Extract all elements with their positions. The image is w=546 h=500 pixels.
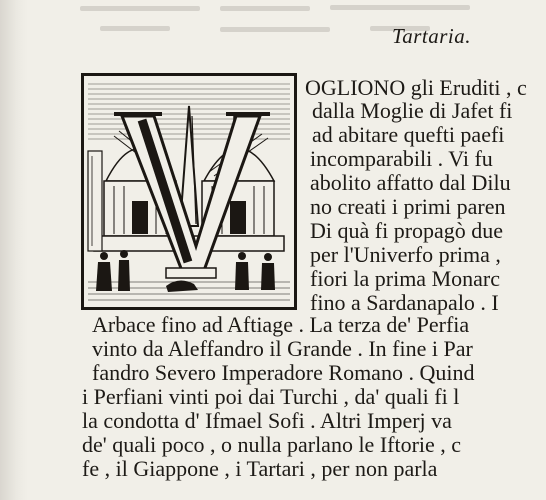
show-through-text bbox=[70, 0, 546, 40]
text-line: fiori la prima Monarc bbox=[310, 266, 500, 291]
text-line: de' quali poco , o nulla parlano le Iftorie , c bbox=[82, 432, 462, 457]
text-line: fe , il Giappone , i Tartari , per non parla bbox=[82, 456, 438, 481]
text-line: fino a Sardanapalo . I bbox=[310, 290, 499, 315]
text-line: dalla Moglie di Jafet fi bbox=[312, 98, 513, 123]
text-line: abolito affatto dal Dilu bbox=[310, 170, 511, 195]
woodcut-illustration bbox=[84, 76, 294, 307]
text-line: no creati i primi paren bbox=[310, 194, 506, 219]
text-line: la condotta d' Ifmael Sofi . Altri Imperj va bbox=[82, 408, 452, 433]
running-header: Tartaria. bbox=[392, 24, 472, 48]
page-gutter bbox=[0, 0, 28, 500]
text-line: vinto da Aleffandro il Grande . In fine i Par bbox=[92, 336, 473, 361]
text-line: per l'Univerfo prima , bbox=[310, 242, 501, 267]
text-line: incomparabili . Vi fu bbox=[310, 146, 493, 171]
text-line: OGLIONO gli Eruditi , c bbox=[305, 75, 527, 100]
text-line: ad abitare quefti paefi bbox=[312, 122, 505, 147]
text-line: i Perfiani vinti poi dai Turchi , da' quali fi l bbox=[82, 384, 460, 409]
text-line: Arbace fino ad Aftiage . La terza de' Perfia bbox=[92, 312, 470, 337]
text-line: fandro Severo Imperadore Romano . Quind bbox=[92, 360, 475, 385]
decorated-initial bbox=[81, 73, 297, 310]
text-line: Di quà fi propagò due bbox=[310, 218, 504, 243]
